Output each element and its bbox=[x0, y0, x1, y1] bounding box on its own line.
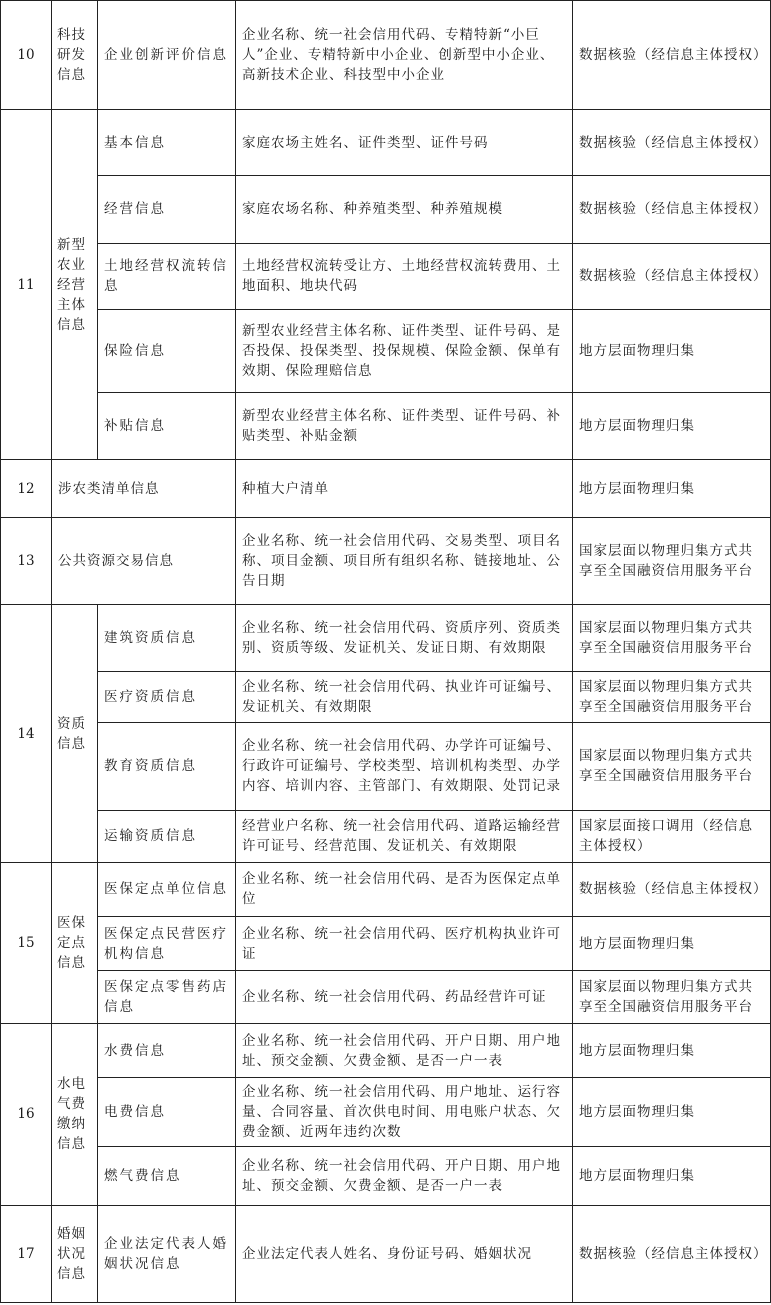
table-row bbox=[1, 309, 771, 392]
fields-cell: 企业名称、统一社会信用代码、是否为医保定点单位 bbox=[236, 862, 573, 916]
method-cell: 数据核验（经信息主体授权） bbox=[573, 1205, 771, 1302]
table-row bbox=[1, 971, 771, 1024]
item-cell: 公共资源交易信息 bbox=[52, 518, 236, 605]
method-cell: 地方层面物理归集 bbox=[573, 1147, 771, 1205]
fields-cell: 土地经营权流转受让方、土地经营权流转费用、土地面积、地块代码 bbox=[236, 243, 573, 309]
method-cell: 数据核验（经信息主体授权） bbox=[573, 862, 771, 916]
table-row bbox=[1, 1078, 771, 1147]
fields-cell: 企业名称、统一社会信用代码、药品经营许可证 bbox=[236, 971, 573, 1024]
row-number: 13 bbox=[1, 518, 52, 605]
sub-item-cell: 经营信息 bbox=[98, 176, 236, 243]
fields-cell: 企业名称、统一社会信用代码、用户地址、运行容量、合同容量、首次供电时间、用电账户状态、欠费金额、近两年违约次数 bbox=[236, 1078, 573, 1147]
sub-item-cell: 电费信息 bbox=[98, 1078, 236, 1147]
table-row bbox=[1, 1, 771, 110]
fields-cell: 企业名称、统一社会信用代码、开户日期、用户地址、预交金额、欠费金额、是否一户一表 bbox=[236, 1024, 573, 1078]
row-number: 14 bbox=[1, 605, 52, 863]
table-row bbox=[1, 722, 771, 810]
fields-cell: 企业名称、统一社会信用代码、执业许可证编号、发证机关、有效期限 bbox=[236, 672, 573, 722]
sub-item-cell: 医保定点单位信息 bbox=[98, 862, 236, 916]
row-number: 17 bbox=[1, 1205, 52, 1302]
table-row bbox=[1, 392, 771, 459]
sub-item-cell: 企业创新评价信息 bbox=[98, 1, 236, 110]
table-row bbox=[1, 1147, 771, 1205]
fields-cell: 种植大户清单 bbox=[236, 460, 573, 518]
table-row bbox=[1, 862, 771, 916]
table-row bbox=[1, 176, 771, 243]
method-cell: 数据核验（经信息主体授权） bbox=[573, 243, 771, 309]
sub-item-cell: 企业法定代表人婚姻状况信息 bbox=[98, 1205, 236, 1302]
sub-item-cell: 建筑资质信息 bbox=[98, 605, 236, 672]
method-cell: 地方层面物理归集 bbox=[573, 916, 771, 970]
sub-item-cell: 土地经营权流转信息 bbox=[98, 243, 236, 309]
method-cell: 国家层面以物理归集方式共享至全国融资信用服务平台 bbox=[573, 518, 771, 605]
method-cell: 地方层面物理归集 bbox=[573, 1078, 771, 1147]
table-row bbox=[1, 672, 771, 722]
table-row bbox=[1, 1024, 771, 1078]
sub-item-cell: 基本信息 bbox=[98, 110, 236, 176]
method-cell: 国家层面以物理归集方式共享至全国融资信用服务平台 bbox=[573, 672, 771, 722]
fields-cell: 企业法定代表人姓名、身份证号码、婚姻状况 bbox=[236, 1205, 573, 1302]
item-cell: 涉农类清单信息 bbox=[52, 460, 236, 518]
method-cell: 国家层面以物理归集方式共享至全国融资信用服务平台 bbox=[573, 722, 771, 810]
table-row bbox=[1, 605, 771, 672]
sub-item-cell: 教育资质信息 bbox=[98, 722, 236, 810]
row-number: 10 bbox=[1, 1, 52, 110]
row-number: 11 bbox=[1, 110, 52, 460]
table-row bbox=[1, 460, 771, 518]
sub-item-cell: 医保定点民营医疗机构信息 bbox=[98, 916, 236, 970]
method-cell: 数据核验（经信息主体授权） bbox=[573, 110, 771, 176]
fields-cell: 企业名称、统一社会信用代码、交易类型、项目名称、项目金额、项目所有组织名称、链接地址、公告日期 bbox=[236, 518, 573, 605]
method-cell: 地方层面物理归集 bbox=[573, 460, 771, 518]
sub-item-cell: 燃气费信息 bbox=[98, 1147, 236, 1205]
table-row bbox=[1, 518, 771, 605]
fields-cell: 新型农业经营主体名称、证件类型、证件号码、是否投保、投保类型、投保规模、保险金额、保单有效期、保险理赔信息 bbox=[236, 309, 573, 392]
method-cell: 地方层面物理归集 bbox=[573, 1024, 771, 1078]
category-cell: 资质信息 bbox=[52, 605, 98, 863]
row-number: 12 bbox=[1, 460, 52, 518]
table-row bbox=[1, 110, 771, 176]
method-cell: 地方层面物理归集 bbox=[573, 309, 771, 392]
fields-cell: 企业名称、统一社会信用代码、开户日期、用户地址、预交金额、欠费金额、是否一户一表 bbox=[236, 1147, 573, 1205]
category-cell: 水电气费缴纳信息 bbox=[52, 1024, 98, 1205]
fields-cell: 经营业户名称、统一社会信用代码、道路运输经营许可证号、经营范围、发证机关、有效期限 bbox=[236, 810, 573, 862]
method-cell: 数据核验（经信息主体授权） bbox=[573, 1, 771, 110]
method-cell: 国家层面以物理归集方式共享至全国融资信用服务平台 bbox=[573, 605, 771, 672]
category-cell: 科技研发信息 bbox=[52, 1, 98, 110]
sub-item-cell: 补贴信息 bbox=[98, 392, 236, 459]
category-cell: 医保定点信息 bbox=[52, 862, 98, 1023]
row-number: 15 bbox=[1, 862, 52, 1023]
method-cell: 数据核验（经信息主体授权） bbox=[573, 176, 771, 243]
fields-cell: 企业名称、统一社会信用代码、医疗机构执业许可证 bbox=[236, 916, 573, 970]
table-row bbox=[1, 1205, 771, 1302]
sub-item-cell: 医保定点零售药店信息 bbox=[98, 971, 236, 1024]
row-number: 16 bbox=[1, 1024, 52, 1205]
table-row bbox=[1, 810, 771, 862]
sub-item-cell: 医疗资质信息 bbox=[98, 672, 236, 722]
category-cell: 新型农业经营主体信息 bbox=[52, 110, 98, 460]
method-cell: 地方层面物理归集 bbox=[573, 392, 771, 459]
sub-item-cell: 运输资质信息 bbox=[98, 810, 236, 862]
method-cell: 国家层面接口调用（经信息主体授权） bbox=[573, 810, 771, 862]
sub-item-cell: 水费信息 bbox=[98, 1024, 236, 1078]
fields-cell: 企业名称、统一社会信用代码、资质序列、资质类别、资质等级、发证机关、发证日期、有效期限 bbox=[236, 605, 573, 672]
fields-cell: 企业名称、统一社会信用代码、专精特新“小巨人”企业、专精特新中小企业、创新型中小企业、高新技术企业、科技型中小企业 bbox=[236, 1, 573, 110]
fields-cell: 家庭农场主姓名、证件类型、证件号码 bbox=[236, 110, 573, 176]
table-row bbox=[1, 916, 771, 970]
table-row bbox=[1, 243, 771, 309]
method-cell: 国家层面以物理归集方式共享至全国融资信用服务平台 bbox=[573, 971, 771, 1024]
fields-cell: 新型农业经营主体名称、证件类型、证件号码、补贴类型、补贴金额 bbox=[236, 392, 573, 459]
sub-item-cell: 保险信息 bbox=[98, 309, 236, 392]
fields-cell: 家庭农场名称、种养殖类型、种养殖规模 bbox=[236, 176, 573, 243]
fields-cell: 企业名称、统一社会信用代码、办学许可证编号、行政许可证编号、学校类型、培训机构类型、办学内容、培训内容、主管部门、有效期限、处罚记录 bbox=[236, 722, 573, 810]
category-cell: 婚姻状况信息 bbox=[52, 1205, 98, 1302]
